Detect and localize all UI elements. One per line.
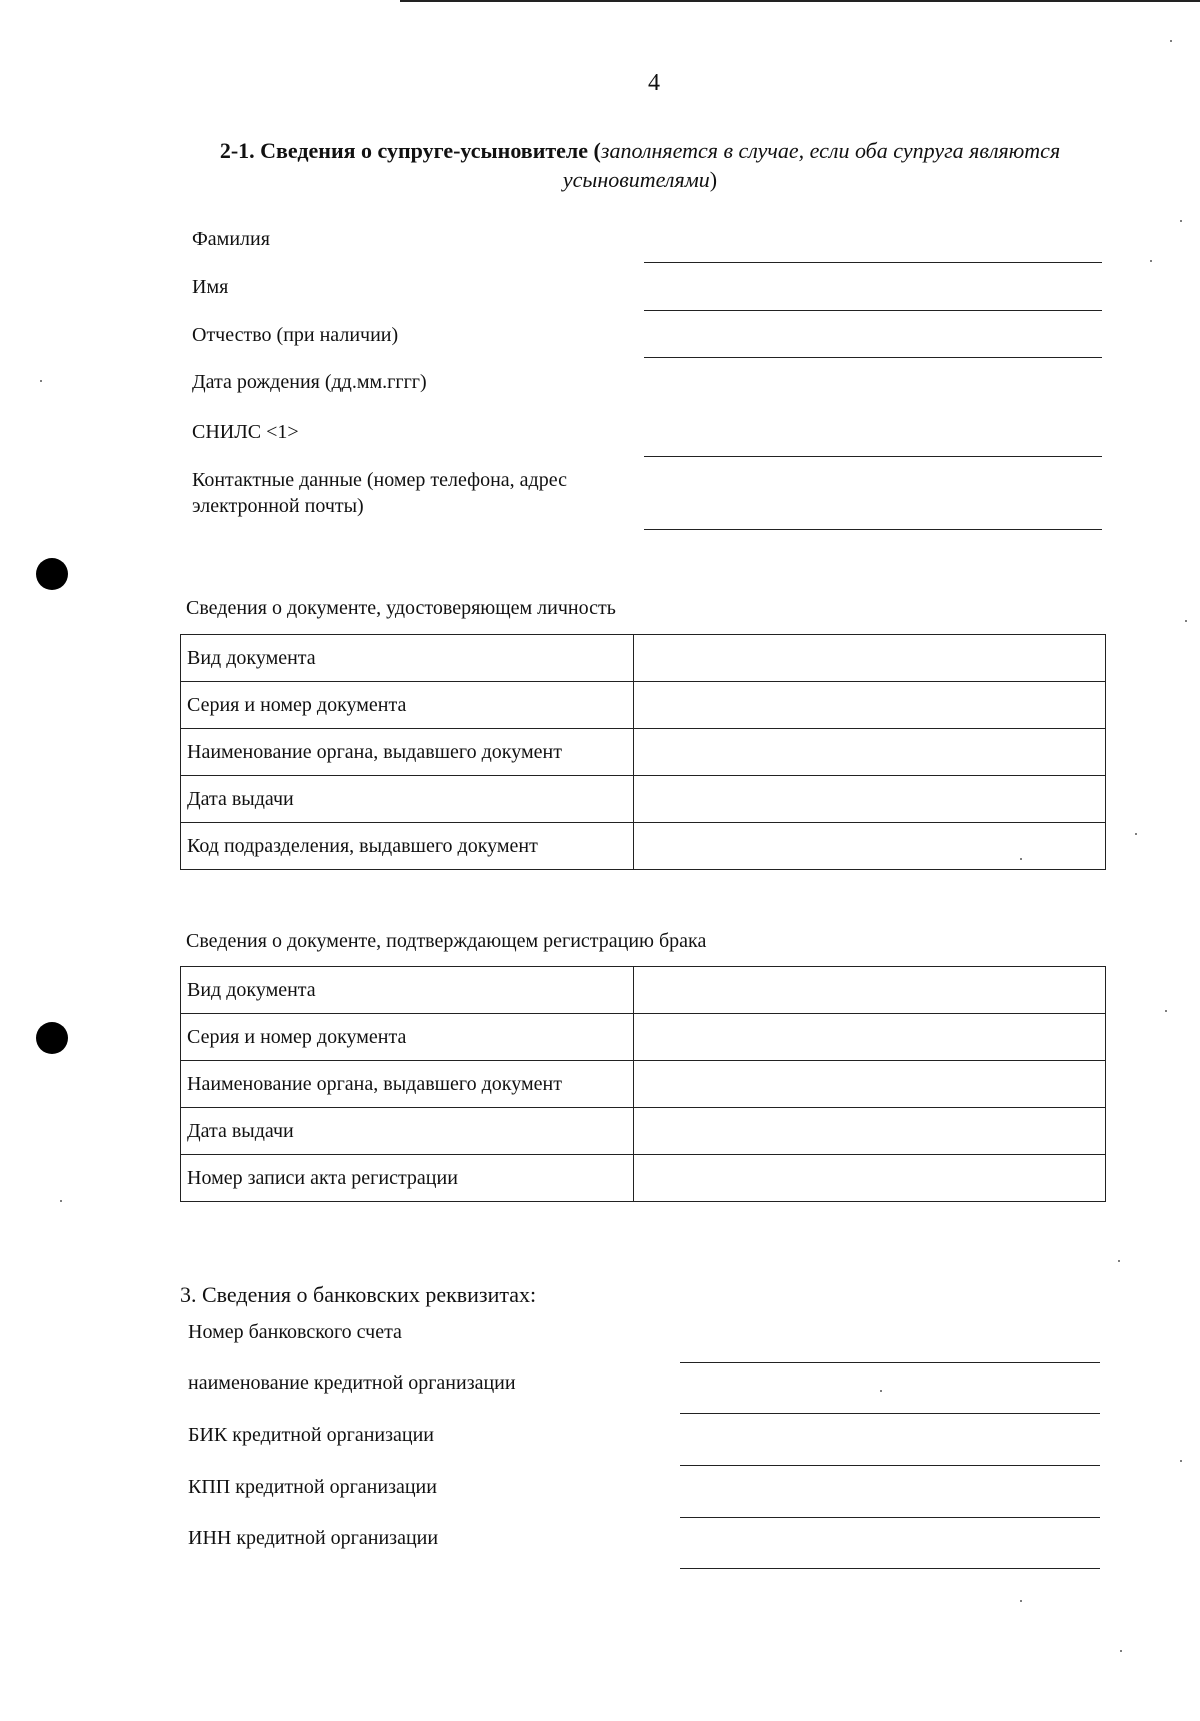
bank-kpp-field[interactable] [680, 1517, 1100, 1518]
patronymic-label: Отчество (при наличии) [192, 324, 399, 346]
birth-date-label: Дата рождения (дд.мм.гггг) [192, 371, 427, 393]
bank-account-field[interactable] [680, 1362, 1100, 1363]
bank-inn-label: ИНН кредитной организации [188, 1527, 439, 1549]
division-code-value[interactable] [634, 823, 1106, 870]
scan-speck [40, 380, 42, 382]
table-row [181, 1061, 1106, 1108]
marriage-issue-date-label: Дата выдачи [181, 1108, 634, 1155]
marriage-issuer-value[interactable] [634, 1061, 1106, 1108]
surname-field[interactable] [644, 262, 1102, 263]
bank-inn-field[interactable] [680, 1568, 1100, 1569]
section-title-note: заполняется в случае, если оба супруга являются усыновителями [562, 138, 1061, 192]
scan-speck [1020, 1600, 1022, 1602]
table-row [181, 1108, 1106, 1155]
division-code-label: Код подразделения, выдавшего документ [181, 823, 634, 870]
marriage-doc-number-label: Серия и номер документа [181, 1014, 634, 1061]
scan-speck [1150, 260, 1152, 262]
punch-hole-bottom [36, 1022, 68, 1054]
table-row [181, 729, 1106, 776]
issuer-value[interactable] [634, 729, 1106, 776]
marriage-doc-type-label: Вид документа [181, 967, 634, 1014]
bank-kpp-label: КПП кредитной организации [188, 1476, 437, 1498]
marriage-doc-type-value[interactable] [634, 967, 1106, 1014]
identity-document-caption: Сведения о документе, удостоверяющем личность [186, 597, 616, 619]
scan-speck [1180, 1460, 1182, 1462]
doc-number-value[interactable] [634, 682, 1106, 729]
scan-speck [1170, 40, 1172, 42]
marriage-issue-date-value[interactable] [634, 1108, 1106, 1155]
table-row [181, 682, 1106, 729]
table-row [181, 823, 1106, 870]
marriage-document-table [180, 966, 1106, 1202]
doc-type-value[interactable] [634, 635, 1106, 682]
table-row [181, 967, 1106, 1014]
punch-hole-top [36, 558, 68, 590]
table-row [181, 635, 1106, 682]
snils-label: СНИЛС <1> [192, 421, 299, 443]
scan-speck [1165, 1010, 1167, 1012]
marriage-doc-number-value[interactable] [634, 1014, 1106, 1061]
section-title-bold: 2-1. Сведения о супруге-усыновителе ( [219, 138, 601, 163]
registration-record-value[interactable] [634, 1155, 1106, 1202]
surname-label: Фамилия [192, 228, 270, 250]
scan-speck [1118, 1260, 1120, 1262]
section-title [200, 136, 1080, 194]
bank-name-label: наименование кредитной организации [188, 1372, 516, 1394]
page-number: 4 [648, 70, 660, 96]
name-label: Имя [192, 276, 229, 298]
contact-label: Контактные данные (номер телефона, адрес электронной почты) [192, 469, 567, 517]
table-row [181, 1014, 1106, 1061]
issue-date-label: Дата выдачи [181, 776, 634, 823]
bank-bik-label: БИК кредитной организации [188, 1424, 434, 1446]
top-edge-line [400, 0, 1200, 2]
table-row [181, 1155, 1106, 1202]
contact-field[interactable] [644, 529, 1102, 530]
issuer-label: Наименование органа, выдавшего документ [181, 729, 634, 776]
identity-document-table [180, 634, 1106, 870]
patronymic-field[interactable] [644, 357, 1102, 358]
bank-account-label: Номер банковского счета [188, 1321, 402, 1343]
scan-speck [1135, 833, 1137, 835]
registration-record-label: Номер записи акта регистрации [181, 1155, 634, 1202]
scan-speck [1185, 620, 1187, 622]
table-row [181, 776, 1106, 823]
scan-speck [1180, 220, 1182, 222]
marriage-document-caption: Сведения о документе, подтверждающем регистрацию брака [186, 930, 707, 952]
doc-type-label: Вид документа [181, 635, 634, 682]
marriage-issuer-label: Наименование органа, выдавшего документ [181, 1061, 634, 1108]
name-field[interactable] [644, 310, 1102, 311]
bank-bik-field[interactable] [680, 1465, 1100, 1466]
scan-speck [1120, 1650, 1122, 1652]
issue-date-value[interactable] [634, 776, 1106, 823]
snils-field[interactable] [644, 456, 1102, 457]
scan-speck [60, 1200, 62, 1202]
section-title-close: ) [709, 167, 718, 192]
bank-name-field[interactable] [680, 1413, 1100, 1414]
scan-speck [880, 1390, 882, 1392]
doc-number-label: Серия и номер документа [181, 682, 634, 729]
bank-section-title: 3. Сведения о банковских реквизитах: [180, 1282, 537, 1307]
